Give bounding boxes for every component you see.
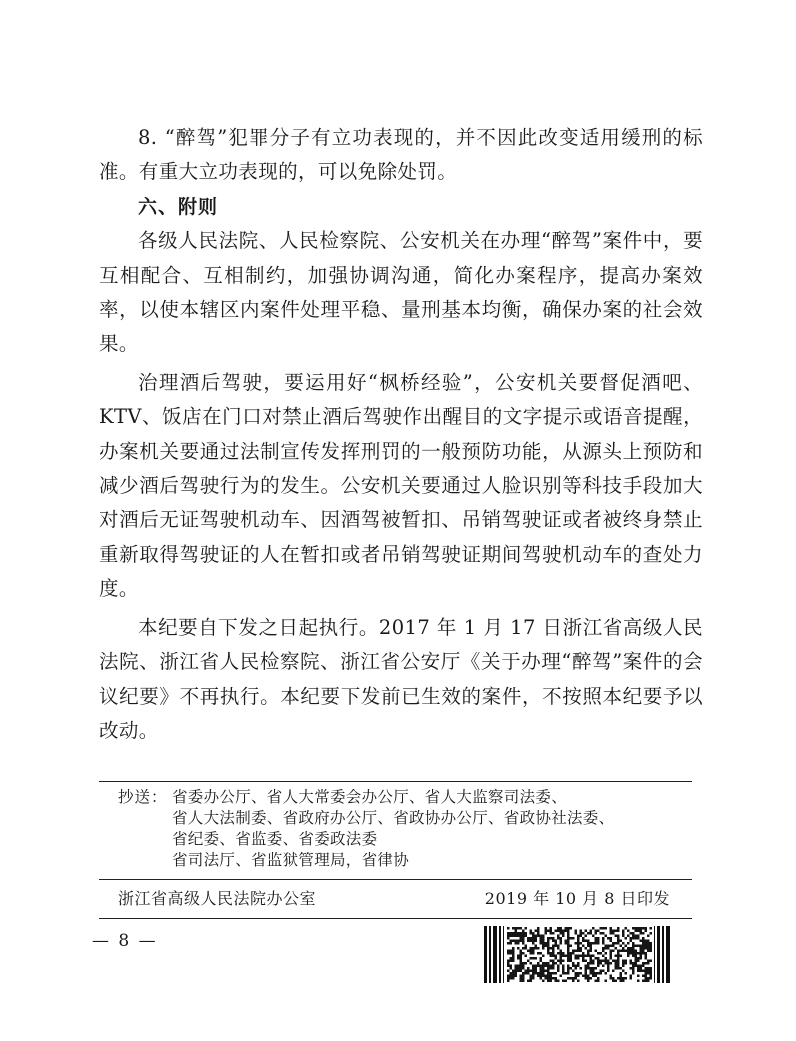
footer-bottom-rule bbox=[99, 918, 692, 919]
paragraph-effective-date: 本纪要自下发之日起执行。2017 年 1 月 17 日浙江省高级人民法院、浙江省人民检察院、浙江省公安厅《关于办理“醉驾”案件的会议纪要》不再执行。本纪要下发前已生效的案件，不按照本纪要予以改动。 bbox=[99, 615, 703, 742]
paragraph-drunk-driving-governance: 治理酒后驾驶，要运用好“枫桥经验”，公安机关要督促酒吧、KTV、饭店在门口对禁止酒后驾驶作出醒目的文字提示或语音提醒，办案机关要通过法制宣传发挥刑罚的一般预防功能，从源头上预防和减少酒后驾驶行为的发生。公安机关要通过人脸识别等科技手段加大对酒后无证驾驶机动车、因酒驾被暂扣、吊销驾驶证或者被终身禁止重新取得驾驶证的人在暂扣或者吊销驾驶证期间驾驶机动车的查处力度。 bbox=[99, 370, 703, 601]
page-number: — 8 — bbox=[92, 931, 158, 951]
cc-label: 抄送： bbox=[118, 788, 168, 806]
paragraph-item-8: 8. “醉驾”犯罪分子有立功表现的，并不因此改变适用缓刑的标准。有重大立功表现的，可以免除处罚。 bbox=[99, 126, 703, 184]
paragraph-cooperation: 各级人民法院、人民检察院、公安机关在办理“醉驾”案件中，要互相配合、互相制约，加强协调沟通，简化办案程序，提高办案效率，以使本辖区内案件处理平稳、量刑基本均衡，确保办案的社会效果。 bbox=[99, 229, 703, 356]
document-body bbox=[99, 121, 703, 748]
footer-middle-rule bbox=[99, 879, 692, 880]
issue-date: 2019 年 10 月 8 日印发 bbox=[484, 889, 670, 908]
cc-recipient-line: 省人大法制委、省政府办公厅、省政协办公厅、省政协社法委、 bbox=[172, 809, 615, 827]
section-heading-supplementary: 六、附则 bbox=[138, 195, 219, 218]
issuer-name: 浙江省高级人民法院办公室 bbox=[118, 889, 317, 908]
footer-top-rule bbox=[99, 781, 692, 782]
cc-recipient-line: 省纪委、省监委、省委政法委 bbox=[172, 830, 378, 848]
cc-recipient-line: 省委办公厅、省人大常委会办公厅、省人大监察司法委、 bbox=[172, 788, 568, 806]
cc-block bbox=[118, 787, 688, 871]
barcode-icon bbox=[484, 926, 671, 983]
cc-recipient-line: 省司法厅、省监狱管理局，省律协 bbox=[172, 851, 410, 869]
